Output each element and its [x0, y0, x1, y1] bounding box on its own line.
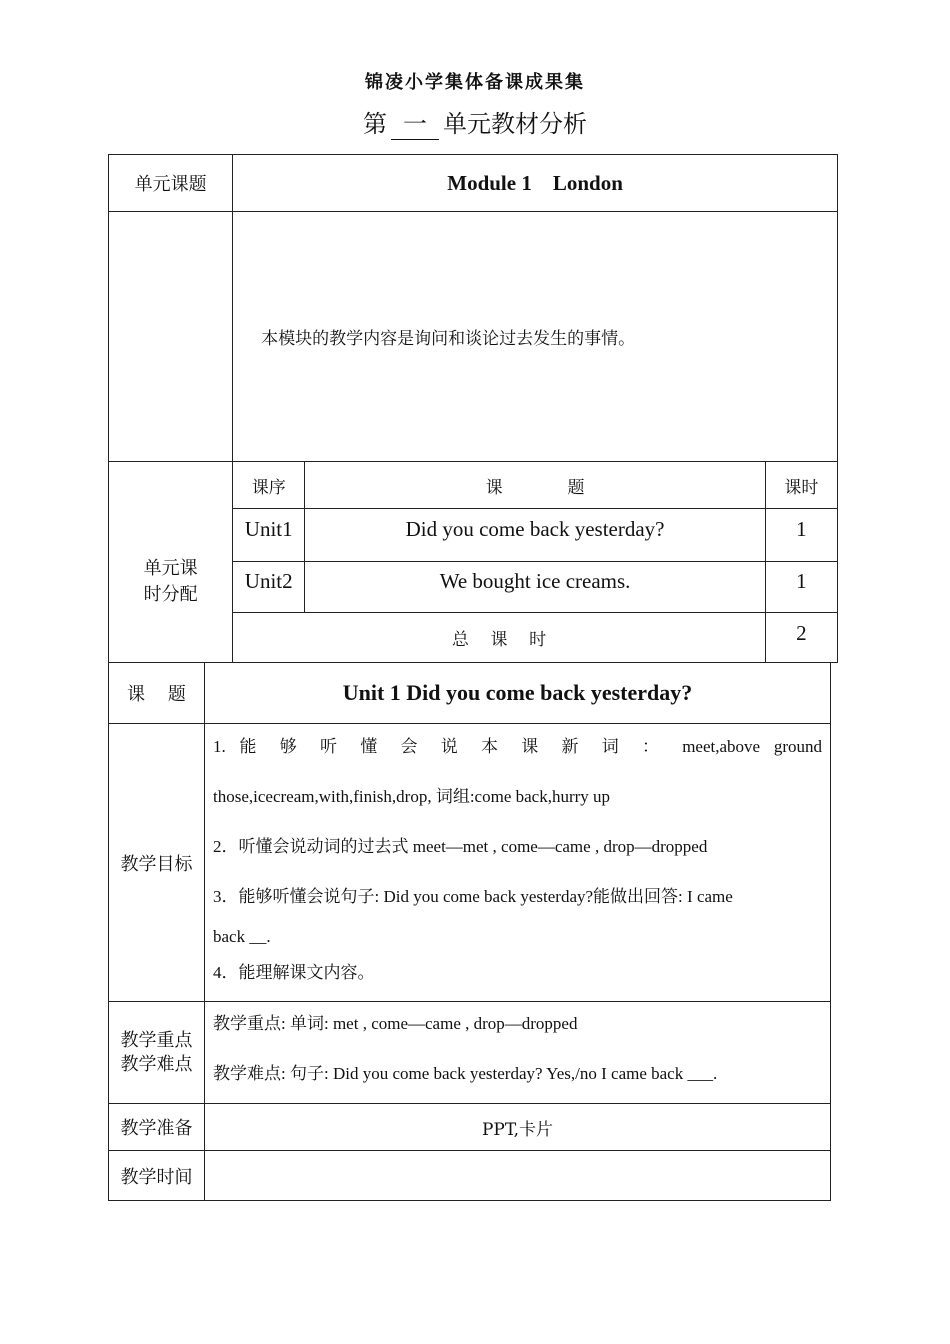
lesson-title-value: Unit 1 Did you come back yesterday?	[205, 663, 831, 724]
summary-label-cell	[109, 212, 233, 462]
lesson-title-label: 课 题	[109, 663, 205, 724]
time-label: 教学时间	[109, 1151, 205, 1201]
col-title-header: 课 题	[305, 462, 766, 509]
total-label: 总 课 时	[233, 613, 766, 663]
goal-4: 4．能理解课文内容。	[213, 963, 375, 982]
allocation-label: 单元课时分配	[109, 462, 233, 663]
row-hours: 1	[765, 509, 837, 562]
goals-label: 教学目标	[109, 724, 205, 1002]
focus-line: 教学重点: 单词: met , come—came , drop—dropped	[213, 1014, 578, 1033]
difficulty-line: 教学难点: 句子: Did you come back yesterday? Yes,/no I came back ___.	[213, 1064, 718, 1083]
unit-topic-label: 单元课题	[109, 155, 233, 212]
focus-label	[109, 1002, 205, 1104]
col-order-header: 课序	[233, 462, 305, 509]
heading-prefix: 第	[363, 110, 387, 138]
goal-2: 2．听懂会说动词的过去式 meet—met , come—came , drop—dropped	[213, 837, 708, 856]
total-hours: 2	[765, 613, 837, 663]
goal-1b: those,icecream,with,finish,drop, 词组:come back,hurry up	[213, 787, 611, 806]
goal-1a: 1. 能 够 听 懂 会 说 本 课 新 词 ： meet,above ground	[213, 737, 822, 756]
row-title: We bought ice creams.	[305, 562, 766, 613]
heading-number: 一	[391, 104, 439, 140]
row-unit: Unit2	[233, 562, 305, 613]
unit-table	[108, 154, 838, 663]
goal-3a: 3．能够听懂会说句子: Did you come back yesterday?能做出回答: I came	[213, 887, 733, 906]
row-hours: 1	[765, 562, 837, 613]
unit-summary: 本模块的教学内容是询问和谈论过去发生的事情。	[233, 212, 838, 462]
time-value	[205, 1151, 831, 1201]
focus-content	[205, 1002, 831, 1104]
row-unit: Unit1	[233, 509, 305, 562]
heading-suffix: 单元教材分析	[443, 110, 587, 138]
school-title: 锦凌小学集体备课成果集	[365, 72, 585, 93]
col-hours-header: 课时	[765, 462, 837, 509]
focus-label-2: 教学难点	[120, 1053, 193, 1075]
goal-3b: back __.	[213, 927, 271, 946]
unit-topic-value: Module 1 London	[233, 155, 838, 212]
lesson-table	[108, 662, 831, 1201]
focus-label-1: 教学重点	[120, 1029, 193, 1051]
goals-content	[205, 724, 831, 1002]
page-heading	[0, 104, 950, 140]
prep-label: 教学准备	[109, 1104, 205, 1151]
row-title: Did you come back yesterday?	[305, 509, 766, 562]
prep-value: PPT,卡片	[205, 1104, 831, 1151]
